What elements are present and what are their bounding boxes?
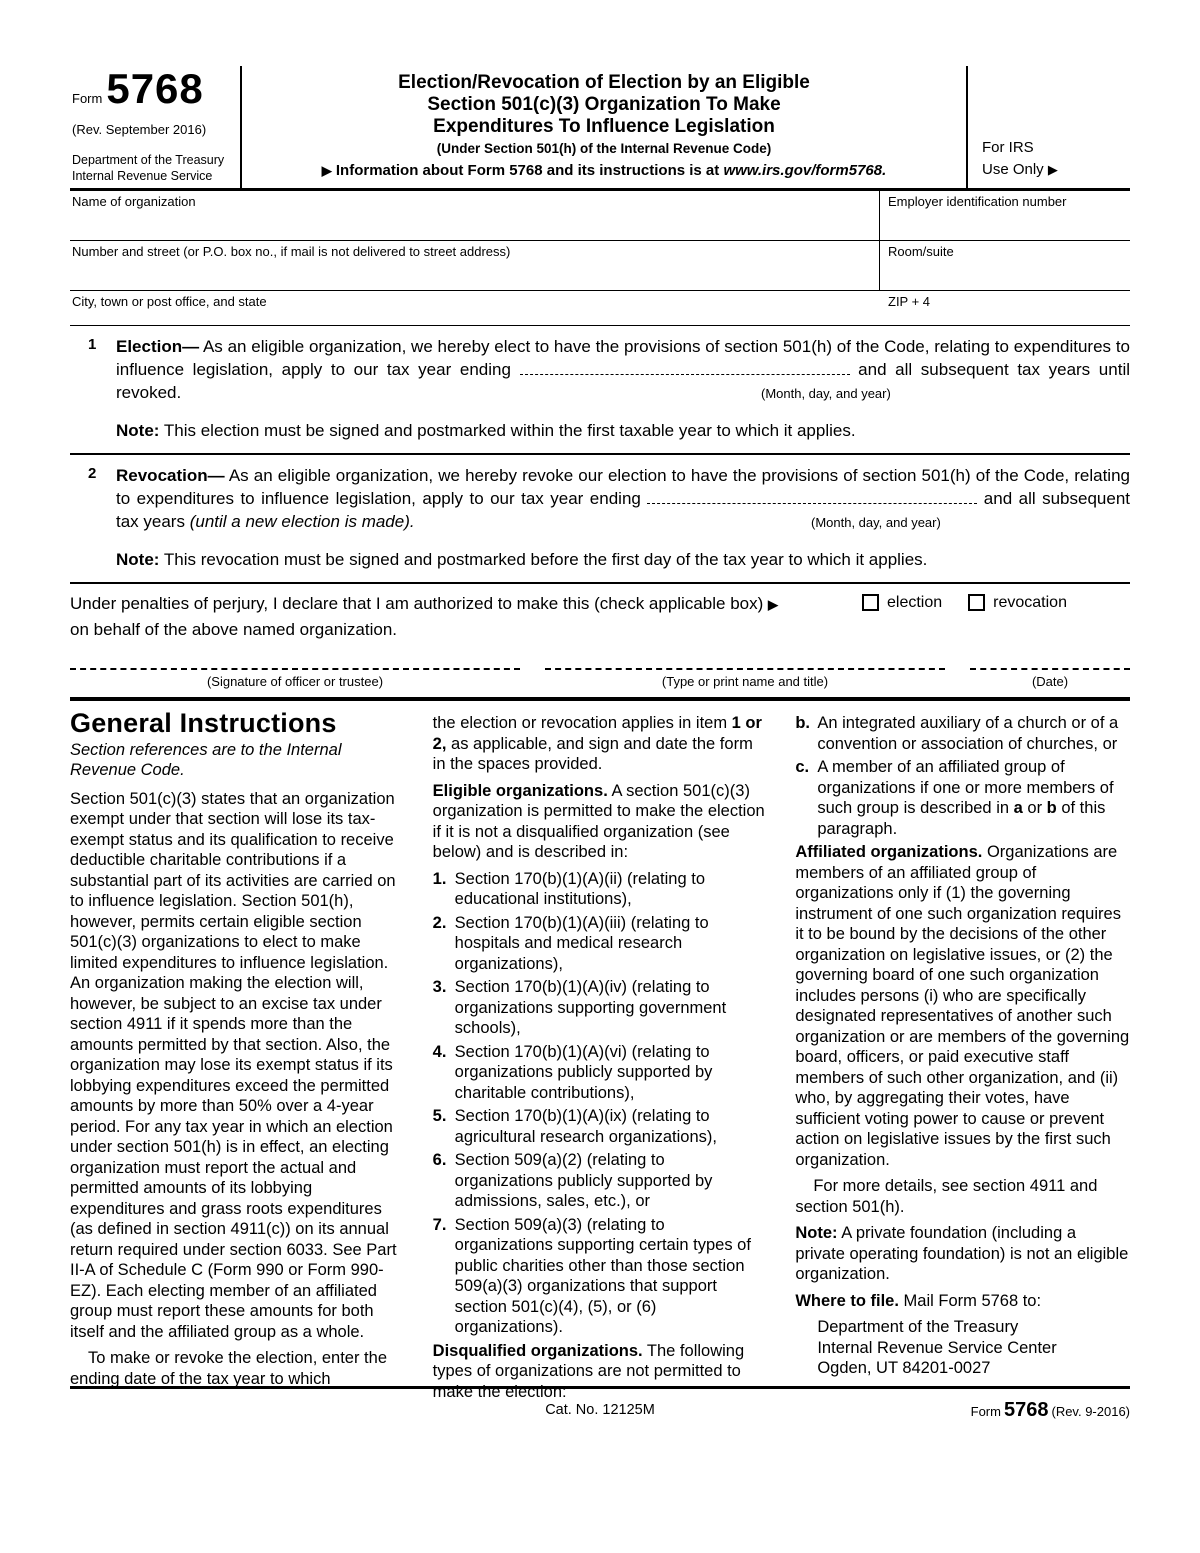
irs-use-line-2: Use Only xyxy=(982,160,1044,178)
form-page xyxy=(70,66,1130,1401)
item-1-text: Election— As an eligible organization, we hereby elect to have the provisions of section 501(h) of the Code, relating to expenditures to influence legislation, apply to our tax year ending and all subsequent tax years until revoked. (Month, day, and year) xyxy=(116,335,1130,404)
arrow-right-icon: ▶ xyxy=(768,597,778,613)
revision-date: (Rev. September 2016) xyxy=(72,122,207,137)
street-address-field[interactable] xyxy=(70,241,880,290)
name-title-label: (Type or print name and title) xyxy=(661,674,829,690)
entity-row-name xyxy=(70,191,1130,241)
arrow-right-icon: ▶ xyxy=(321,163,332,178)
instructions-paragraph: To make or revoke the election, enter the ending date of the tax year to which xyxy=(70,1349,387,1388)
revocation-checkbox[interactable] xyxy=(968,594,985,611)
list-item: 5. Section 170(b)(1)(A)(ix) (relating to agricultural research organizations), xyxy=(432,1107,717,1146)
item-1 xyxy=(70,335,1130,404)
irs-use-line-1: For IRS xyxy=(982,138,1034,156)
form-subtitle: (Under Section 501(h) of the Internal Revenue Code) xyxy=(436,141,772,156)
list-item: 3. Section 170(b)(1)(A)(iv) (relating to organizations supporting government schools), xyxy=(432,978,727,1038)
disqualified-organizations-paragraph: Disqualified organizations. The following types of organizations are not permitted to make the election: xyxy=(432,1341,745,1401)
page-footer xyxy=(70,1386,1130,1425)
list-item: 1. Section 170(b)(1)(A)(ii) (relating to educational institutions), xyxy=(432,869,706,909)
where-to-file-paragraph: Where to file. Mail Form 5768 to: xyxy=(795,1291,1042,1310)
form-header xyxy=(70,66,1130,191)
page-title: Election/Revocation of Election by an Eligible Section 501(c)(3) Organization To Make Expenditures To Influence Legislation xyxy=(398,72,810,137)
election-checkbox[interactable] xyxy=(862,594,879,611)
checkbox-group xyxy=(862,591,1130,642)
instructions-paragraph: Section 501(c)(3) states that an organization exempt under that section will lose its tax-exempt status and its qualification to receive deductible charitable contributions if a substantial part of its activities are carried on to influence legislation. Section 501(h), however, permits certain eligible section 501(c)(3) organizations to elect to make limited expenditures to influence legislation. An organization making the election will, however, be subject to an excise tax under section 4911 if it spends more than the amounts permitted by that section. Also, the organization may lose its exempt status if its lobbying expenditures exceed the permitted amounts by more than 50% over a 4-year period. For any tax year in which an election under section 501(h) is in effect, an electing organization must report the actual and permitted amounts of its lobbying expenditures and grass roots expenditures (as defined in section 4911(c)) on its annual return required under section 6033. See Part II-A of Schedule C (Form 990 or Form 990-EZ). Each electing member of an affiliated group must report these amounts for both itself and the affiliated group as a whole. xyxy=(70,789,397,1341)
city-state-label: City, town or post office, and state xyxy=(72,294,267,310)
instructions-column-3 xyxy=(795,713,1130,1401)
entity-row-city xyxy=(70,291,1130,326)
election-checkbox-label: election xyxy=(887,594,943,612)
agency-line-1: Department of the Treasury xyxy=(72,153,225,167)
form-number: 5768 xyxy=(106,65,204,112)
room-suite-field[interactable] xyxy=(880,241,1130,290)
section-signature xyxy=(70,584,1130,701)
list-item: c. A member of an affiliated group of organizations if one or more members of such group is described in a or b of this paragraph. xyxy=(795,758,1114,838)
city-state-field[interactable] xyxy=(70,291,880,325)
list-item: 7. Section 509(a)(3) (relating to organizations supporting certain types of public charities other than those section 509(a)(3) organizations that support section 501(c)(4), (5), or (6) organizations). xyxy=(432,1215,751,1337)
month-day-year-label-2: (Month, day, and year) xyxy=(811,515,941,531)
instructions-column-1 xyxy=(70,708,405,1401)
general-instructions xyxy=(70,701,1130,1401)
revocation-checkbox-label: revocation xyxy=(993,594,1067,612)
month-day-year-label-1: (Month, day, and year) xyxy=(761,386,891,402)
item-1-number: 1 xyxy=(88,336,97,354)
section-references-note: Section references are to the Internal Revenue Code. xyxy=(70,740,342,780)
ein-label: Employer identification number xyxy=(888,194,1067,210)
footer-form-number: 5768 xyxy=(1003,1399,1049,1421)
item-2-text: Revocation— As an eligible organization, we hereby revoke our election to have the provisions of section 501(h) of the Code, relating to expenditures to influence legislation, apply to our tax year ending and all subsequent tax years (until a new election is made). (Month, day, and year) xyxy=(116,464,1130,533)
perjury-statement: Under penalties of perjury, I declare that I am authorized to make this (check applicable box) ▶ on behalf of the above named organization. election revocation xyxy=(70,584,1130,642)
entity-row-street xyxy=(70,241,1130,291)
item-2-lead: Revocation— xyxy=(116,466,225,486)
tax-year-ending-field-2[interactable] xyxy=(647,489,977,504)
instructions-column-2 xyxy=(433,713,768,1401)
note-paragraph: Note: A private foundation (including a private operating foundation) is not an eligible organization. xyxy=(795,1224,1129,1284)
item-1-lead: Election— xyxy=(116,337,200,357)
list-item: b. An integrated auxiliary of a church or of a convention or association of churches, or xyxy=(795,714,1119,753)
affiliated-organizations-paragraph: Affiliated organizations. Organizations are members of an affiliated group of organizations only if (1) the governing instrument of one such organization requires it to be bound by the decisions of the other organization on legislative issues, or (2) the governing board of one such organization includes persons (i) who are specifically designated representatives of another such organization or are members of the governing board, officers, or paid executive staff members of such other organization, and (ii) who, by aggregating their votes, have sufficient voting power to cause or prevent action on legislative issues by the first such organization. xyxy=(795,843,1130,1169)
form-number-block xyxy=(70,66,242,188)
agency-block xyxy=(72,153,230,184)
irs-url-link[interactable]: www.irs.gov/form5768. xyxy=(723,162,887,179)
item-2 xyxy=(70,464,1130,533)
list-item: 6. Section 509(a)(2) (relating to organizations publicly supported by admissions, sales, etc.), or xyxy=(432,1151,713,1211)
agency-line-2: Internal Revenue Service xyxy=(72,168,213,183)
form-word: Form xyxy=(72,91,103,106)
info-text: Information about Form 5768 and its instructions is at xyxy=(335,162,720,179)
organization-name-label: Name of organization xyxy=(72,194,196,210)
ein-field[interactable] xyxy=(880,191,1130,240)
instructions-paragraph: the election or revocation applies in item 1 or 2, as applicable, and sign and date the form in the spaces provided. xyxy=(432,714,762,774)
section-revocation xyxy=(70,455,1130,584)
list-item: 4. Section 170(b)(1)(A)(vi) (relating to organizations publicly supported by charitable contributions), xyxy=(432,1042,713,1102)
item-2-number: 2 xyxy=(88,465,97,483)
note-election: Note: This election must be signed and postmarked within the first taxable year to which it applies. xyxy=(116,421,856,441)
footer-form-id: Form 5768 (Rev. 9-2016) xyxy=(970,1399,1130,1421)
zip-field[interactable] xyxy=(880,291,1130,325)
signature-row xyxy=(70,666,1130,689)
date-label: (Date) xyxy=(1031,674,1069,690)
room-suite-label: Room/suite xyxy=(888,244,954,260)
signature-label: (Signature of officer or trustee) xyxy=(206,674,384,690)
instructions-title: General Instructions xyxy=(70,708,337,739)
organization-name-field[interactable] xyxy=(70,191,880,240)
info-line xyxy=(254,162,954,179)
tax-year-ending-field-1[interactable] xyxy=(520,360,850,375)
catalog-number: Cat. No. 12125M xyxy=(545,1402,655,1418)
mailing-address: Department of the Treasury Internal Revenue Service Center Ogden, UT 84201-0027 xyxy=(817,1318,1057,1378)
eligible-organizations-paragraph: Eligible organizations. A section 501(c)(3) organization is permitted to make the election if it is not a disqualified organization (see below) and is described in: xyxy=(432,781,765,862)
street-address-label: Number and street (or P.O. box no., if mail is not delivered to street address) xyxy=(72,244,511,260)
note-revocation: Note: This revocation must be signed and postmarked before the first day of the tax year to which it applies. xyxy=(116,550,928,570)
zip-label: ZIP + 4 xyxy=(888,294,931,310)
section-election xyxy=(70,326,1130,455)
list-item: 2. Section 170(b)(1)(A)(iii) (relating to hospitals and medical research organizations), xyxy=(432,913,709,973)
irs-use-only-block xyxy=(968,66,1130,188)
form-title-block xyxy=(242,66,968,188)
arrow-right-icon: ▶ xyxy=(1047,161,1058,177)
instructions-paragraph: For more details, see section 4911 and section 501(h). xyxy=(795,1177,1098,1216)
